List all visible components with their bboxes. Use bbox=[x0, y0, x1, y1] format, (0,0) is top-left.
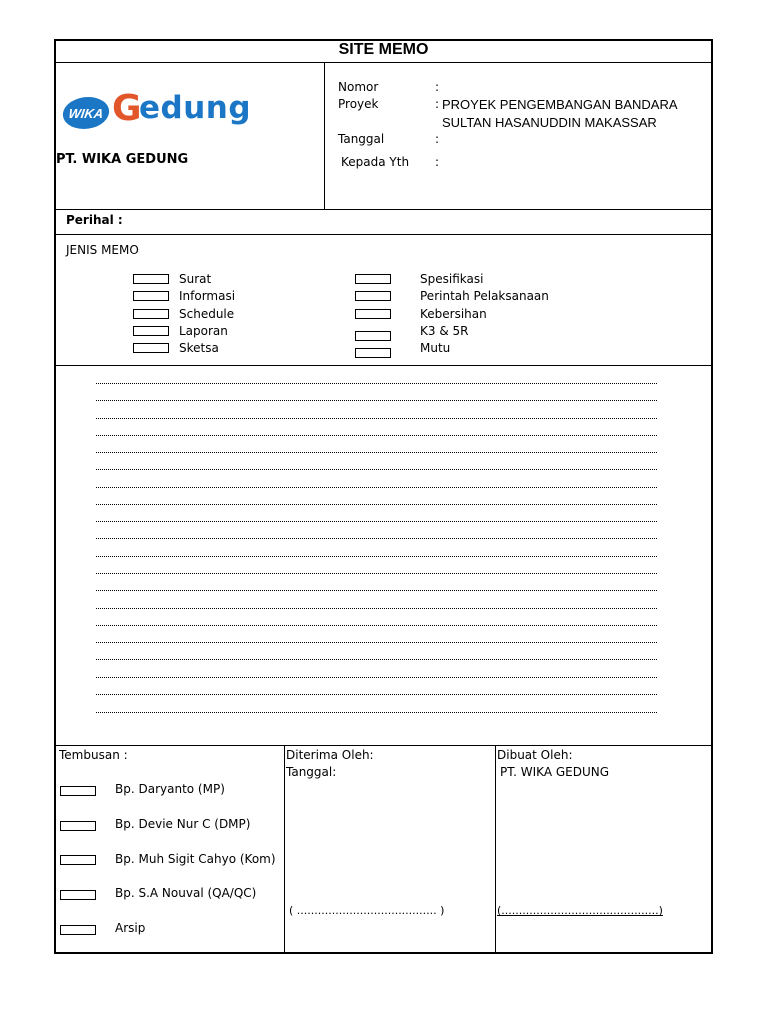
proyek-value-line2: SULTAN HASANUDDIN MAKASSAR bbox=[442, 115, 657, 130]
ruled-line bbox=[96, 435, 657, 436]
divider-body bbox=[55, 745, 712, 746]
diterima-tanggal: Tanggal: bbox=[286, 765, 337, 779]
option-schedule: Schedule bbox=[179, 307, 235, 321]
company-name: PT. WIKA GEDUNG bbox=[56, 152, 189, 167]
nomor-colon: : bbox=[435, 80, 440, 94]
divider-header-vertical bbox=[324, 62, 325, 209]
tembusan-heading: Tembusan : bbox=[59, 748, 128, 762]
tembusan-item-daryanto: Bp. Daryanto (MP) bbox=[115, 782, 225, 796]
ruled-line bbox=[96, 573, 657, 574]
diterima-heading: Diterima Oleh: bbox=[286, 748, 374, 762]
divider-footer-2 bbox=[495, 745, 496, 953]
ruled-line bbox=[96, 659, 657, 660]
divider-perihal bbox=[55, 234, 712, 235]
ruled-line bbox=[96, 608, 657, 609]
option-sketsa: Sketsa bbox=[179, 341, 219, 355]
perihal-label: Perihal : bbox=[66, 213, 123, 227]
checkbox-tembusan-sigit[interactable] bbox=[60, 855, 96, 865]
divider-footer-1 bbox=[284, 745, 285, 953]
page-title: SITE MEMO bbox=[338, 41, 429, 58]
nomor-label: Nomor bbox=[338, 80, 379, 94]
divider-header bbox=[55, 209, 712, 210]
checkbox-tembusan-daryanto[interactable] bbox=[60, 786, 96, 796]
tanggal-colon: : bbox=[435, 132, 440, 146]
ruled-line bbox=[96, 556, 657, 557]
tembusan-item-arsip: Arsip bbox=[115, 921, 146, 935]
ruled-line bbox=[96, 383, 657, 384]
checkbox-k3-5r[interactable] bbox=[355, 331, 391, 341]
checkbox-tembusan-nouval[interactable] bbox=[60, 890, 96, 900]
ruled-line bbox=[96, 642, 657, 643]
dibuat-signature[interactable]: (.............................................) bbox=[497, 904, 663, 917]
ruled-line bbox=[96, 677, 657, 678]
ruled-line bbox=[96, 487, 657, 488]
wika-logo-badge: WIKA bbox=[61, 97, 111, 129]
checkbox-kebersihan[interactable] bbox=[355, 309, 391, 319]
checkbox-tembusan-devie[interactable] bbox=[60, 821, 96, 831]
option-mutu: Mutu bbox=[420, 341, 451, 355]
option-kebersihan: Kebersihan bbox=[420, 307, 487, 321]
proyek-label: Proyek bbox=[338, 97, 379, 111]
checkbox-surat[interactable] bbox=[133, 274, 169, 284]
proyek-colon: : bbox=[435, 97, 440, 111]
ruled-line bbox=[96, 538, 657, 539]
diterima-signature[interactable]: ( ........................................ ) bbox=[289, 904, 445, 917]
ruled-line bbox=[96, 590, 657, 591]
ruled-line bbox=[96, 452, 657, 453]
gedung-logo-text: edung bbox=[139, 90, 252, 126]
divider-title bbox=[55, 62, 712, 63]
tembusan-item-devie: Bp. Devie Nur C (DMP) bbox=[115, 817, 251, 831]
option-k3-5r: K3 & 5R bbox=[420, 324, 469, 338]
kepada-colon: : bbox=[435, 155, 440, 169]
ruled-line bbox=[96, 400, 657, 401]
gedung-logo-initial: G bbox=[112, 88, 142, 129]
tembusan-item-sigit: Bp. Muh Sigit Cahyo (Kom) bbox=[115, 852, 276, 866]
ruled-line bbox=[96, 521, 657, 522]
jenis-memo-heading: JENIS MEMO bbox=[66, 243, 139, 257]
ruled-line bbox=[96, 712, 657, 713]
proyek-value-line1: PROYEK PENGEMBANGAN BANDARA bbox=[442, 97, 678, 112]
checkbox-spesifikasi[interactable] bbox=[355, 274, 391, 284]
checkbox-sketsa[interactable] bbox=[133, 343, 169, 353]
option-laporan: Laporan bbox=[179, 324, 228, 338]
ruled-line bbox=[96, 504, 657, 505]
checkbox-tembusan-arsip[interactable] bbox=[60, 925, 96, 935]
dibuat-company: PT. WIKA GEDUNG bbox=[500, 765, 610, 779]
ruled-line bbox=[96, 625, 657, 626]
checkbox-mutu[interactable] bbox=[355, 348, 391, 358]
ruled-line bbox=[96, 469, 657, 470]
checkbox-schedule[interactable] bbox=[133, 309, 169, 319]
option-spesifikasi: Spesifikasi bbox=[420, 272, 484, 286]
checkbox-laporan[interactable] bbox=[133, 326, 169, 336]
divider-jenis bbox=[55, 365, 712, 366]
option-perintah-pelaksanaan: Perintah Pelaksanaan bbox=[420, 289, 549, 303]
ruled-line bbox=[96, 694, 657, 695]
checkbox-perintah-pelaksanaan[interactable] bbox=[355, 291, 391, 301]
kepada-label: Kepada Yth bbox=[341, 155, 410, 169]
option-surat: Surat bbox=[179, 272, 212, 286]
tembusan-item-nouval: Bp. S.A Nouval (QA/QC) bbox=[115, 886, 257, 900]
tanggal-label: Tanggal bbox=[338, 132, 385, 146]
checkbox-informasi[interactable] bbox=[133, 291, 169, 301]
ruled-line bbox=[96, 418, 657, 419]
dibuat-heading: Dibuat Oleh: bbox=[497, 748, 573, 762]
option-informasi: Informasi bbox=[179, 289, 236, 303]
